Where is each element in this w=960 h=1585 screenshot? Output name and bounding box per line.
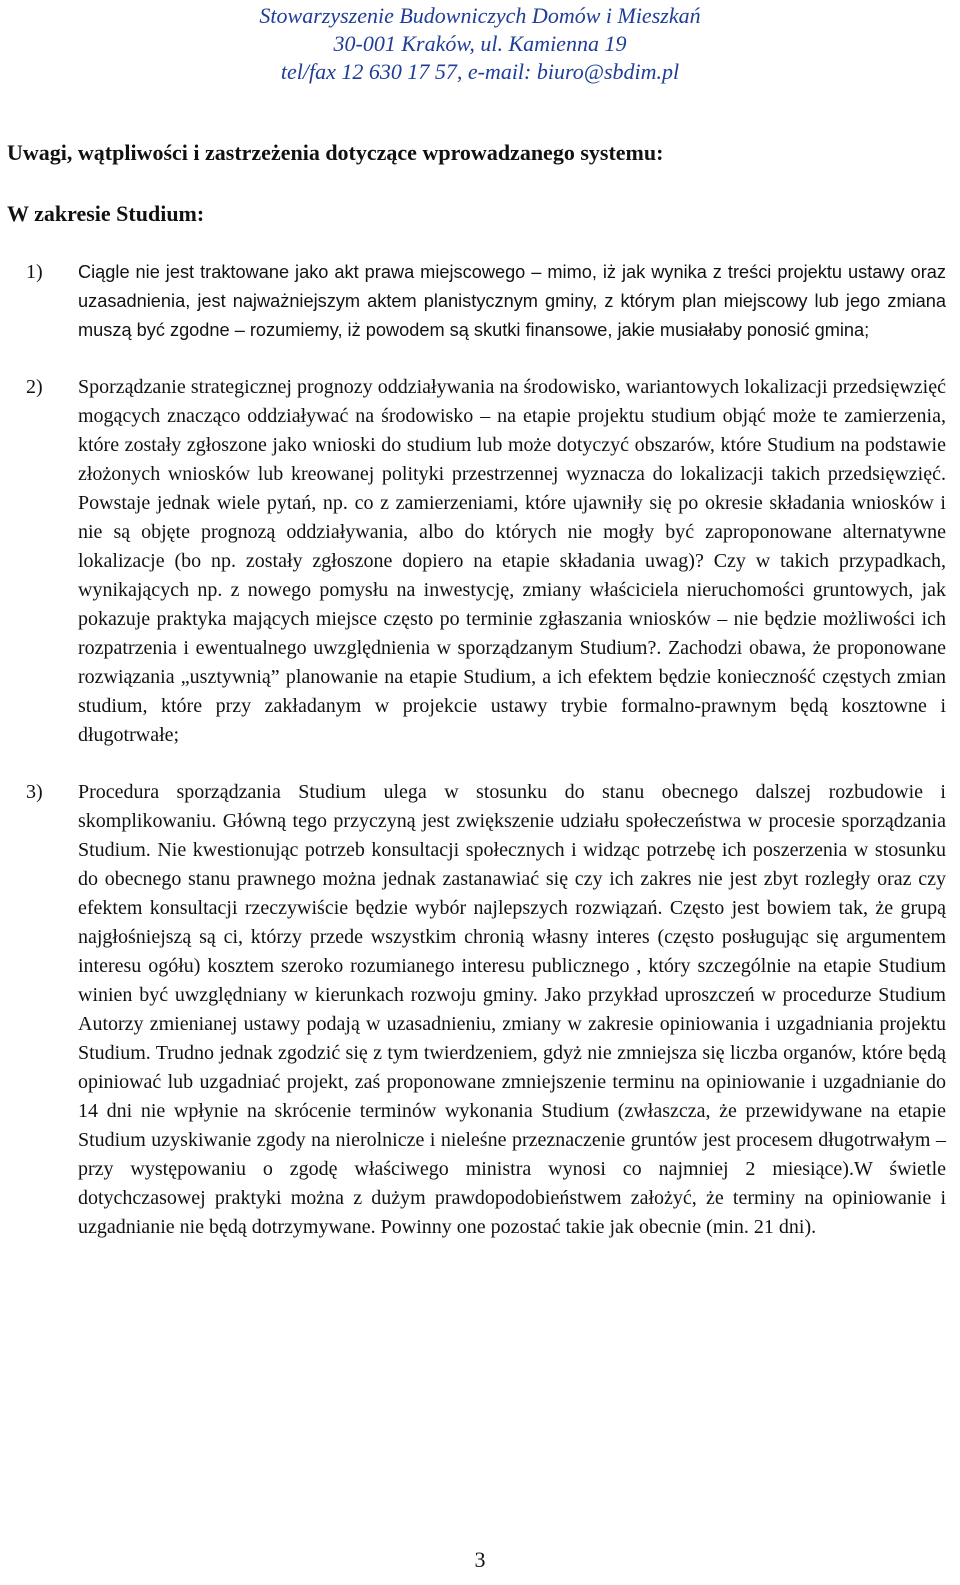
list-item-text: Procedura sporządzania Studium ulega w stosunku do stanu obecnego dalszej rozbudowie i skomplikowaniu. Główną tego przyczyną jest zwiększenie udziału społeczeństwa w procesie sporządzania Studium. Nie kwestionując potrzeb konsultacji społecznych i widząc potrzebę ich poszerzenia w stosunku do obecnego stanu prawnego można jednak zastanawiać się czy ich zakres nie jest zbyt rozległy oraz czy efektem konsultacji rzeczywiście będzie wybór najlepszych rozwiązań. Często jest bowiem tak, że grupą najgłośniejszą są ci, którzy przede wszystkim chronią własny interes (często posługując się argumentem interesu ogółu) kosztem szeroko rozumianego interesu publicznego , który szczególnie na etapie Studium winien być uwzględniany w kierunkach rozwoju gminy. Jako przykład uproszczeń w procedurze Studium Autorzy zmienianej ustawy podają w uzasadnieniu, zmiany w zakresie opiniowania i uzgadniania projektu Studium. Trudno jednak zgodzić się z tym twierdzeniem, gdyż nie zmniejsza się liczba organów, które będą opiniować lub uzgadniać projekt, zaś proponowane zmniejszenie terminu na opiniowanie i uzgadnianie do 14 dni nie wpłynie na skrócenie terminów wykonania Studium (zwłaszcza, że przewidywane na etapie Studium uzyskiwanie zgody na nierolnicze i nieleśne przeznaczenie gruntów jest procesem długotrwałym – przy występowaniu o zgodę właściwego ministra wynosi co najmniej 2 miesiące).W świetle dotychczasowej praktyki można z dużym prawdopodobieństwem założyć, że terminy na opiniowanie i uzgadnianie nie będą dotrzymywane. Powinny one pozostać takie jak obecnie (min. 21 dni). — [78, 781, 946, 1238]
section-heading: W zakresie Studium: — [7, 201, 205, 226]
list-item-text: Ciągle nie jest traktowane jako akt prawa miejscowego – mimo, iż jak wynika z treści projektu ustawy oraz uzasadnienia, jest najważniejszym aktem planistycznym gminy, z którym plan miejscowy lub jego zmiana muszą być zgodne – rozumiemy, iż powodem są skutki finansowe, jakie musiałaby ponosić gmina; — [78, 262, 946, 340]
letterhead — [0, 2, 960, 86]
organization-contact: tel/fax 12 630 17 57, e-mail: biuro@sbdim.pl — [280, 59, 680, 84]
list-item-number: 3) — [26, 781, 43, 803]
page-number: 3 — [474, 1547, 486, 1572]
list-item-number: 2) — [26, 376, 43, 398]
list-item-number: 1) — [26, 261, 43, 283]
organization-name: Stowarzyszenie Budowniczych Domów i Mieszkań — [259, 3, 701, 28]
document-heading: Uwagi, wątpliwości i zastrzeżenia dotyczące wprowadzanego systemu: — [7, 140, 664, 165]
list-item-text: Sporządzanie strategicznej prognozy oddziaływania na środowisko, wariantowych lokalizacji przedsięwzięć mogących znacząco oddziaływać na środowisko – na etapie projektu studium objąć może te zamierzenia, które zostały zgłoszone jako wnioski do studium lub może dotyczyć obszarów, które Studium na podstawie złożonych wniosków lub kreowanej polityki przestrzennej wyznacza do lokalizacji takich przedsięwzięć. Powstaje jednak wiele pytań, np. co z zamierzeniami, które ujawniły się po okresie składania wniosków i nie są objęte prognozą oddziaływania, albo do których nie mogły być zaproponowane alternatywne lokalizacje (bo np. zostały zgłoszone dopiero na etapie składania uwag)? Czy w takich przypadkach, wynikających np. z nowego pomysłu na inwestycję, zmiany właściciela nieruchomości gruntowych, jak pokazuje praktyka mających miejsce często po terminie zgłaszania wniosków – nie będzie możliwości ich rozpatrzenia i ewentualnego uwzględnienia w sporządzanym Studium?. Zachodzi obawa, że proponowane rozwiązania „usztywnią” planowanie na etapie Studium, a ich efektem będzie konieczność częstych zmian studium, które przy zakładanym w projekcie ustawy trybie formalno-prawnym będą kosztowne i długotrwałe; — [78, 376, 946, 746]
organization-address: 30-001 Kraków, ul. Kamienna 19 — [333, 31, 627, 56]
